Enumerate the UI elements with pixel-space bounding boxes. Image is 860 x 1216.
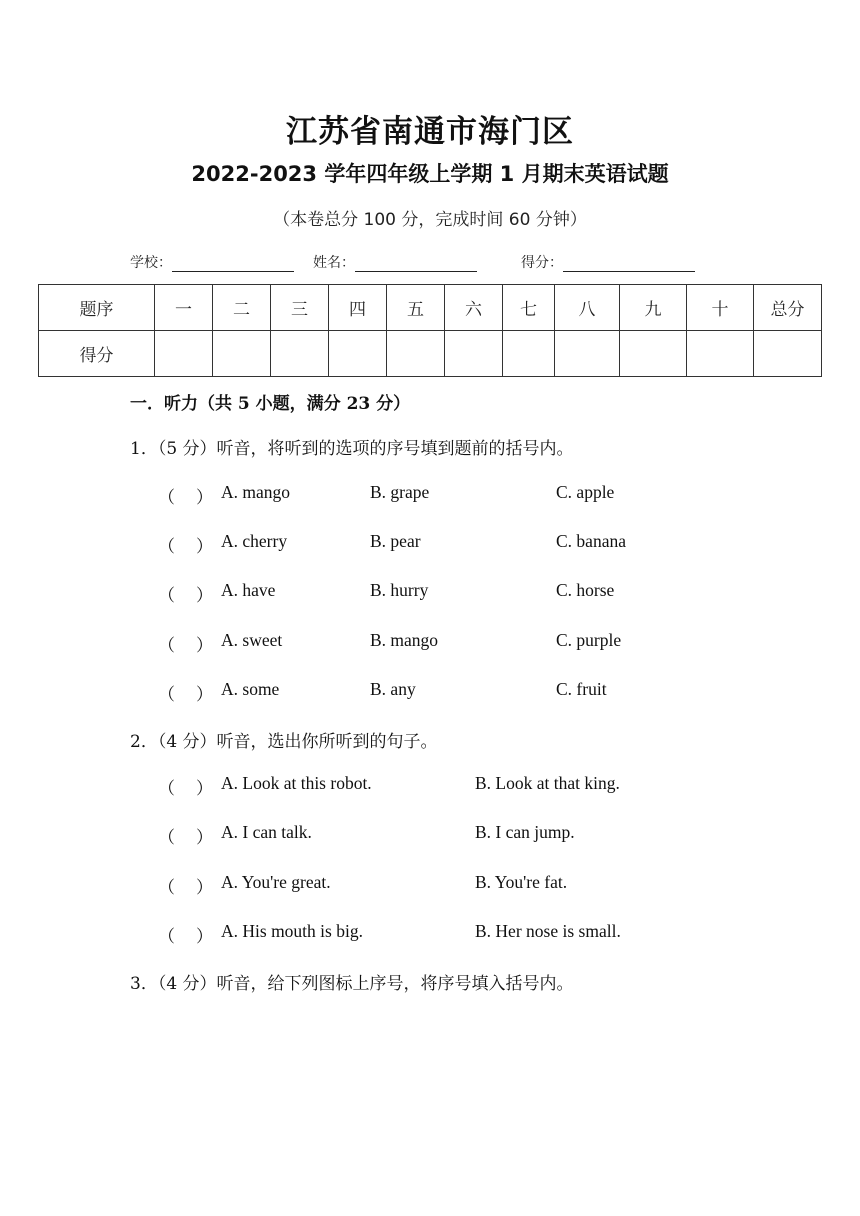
sentence-option-b: B. You're fat. xyxy=(475,872,568,892)
answer-paren-open[interactable]: （ xyxy=(158,636,175,656)
option-c: C. apple xyxy=(556,482,615,502)
score-table-cell: 四 xyxy=(329,285,387,331)
score-input-cell[interactable] xyxy=(503,331,555,377)
score-table-cell: 三 xyxy=(271,285,329,331)
score-table-header-row xyxy=(39,285,822,331)
score-input-cell[interactable] xyxy=(271,331,329,377)
question-3-text: 3．（4 分）听音，给下列图标上序号，将序号填入括号内。 xyxy=(130,974,574,994)
sentence-option-a: A. I can talk. xyxy=(221,822,312,842)
score-table-cell: 八 xyxy=(555,285,620,331)
school-blank[interactable] xyxy=(172,257,294,272)
school-label: 学校： xyxy=(130,255,172,271)
score-label: 得分： xyxy=(521,255,563,271)
score-input-cell[interactable] xyxy=(445,331,503,377)
sentence-option-b: B. Her nose is small. xyxy=(475,921,621,941)
answer-paren-open[interactable]: （ xyxy=(158,878,175,898)
answer-paren-open[interactable]: （ xyxy=(158,828,175,848)
answer-paren-close: ） xyxy=(196,636,213,656)
name-field xyxy=(313,252,477,272)
school-field xyxy=(130,252,294,272)
sentence-option-a: A. Look at this robot. xyxy=(221,773,372,793)
score-table-cell: 七 xyxy=(503,285,555,331)
name-label: 姓名： xyxy=(313,255,355,271)
answer-paren-open[interactable]: （ xyxy=(158,488,175,508)
score-blank[interactable] xyxy=(563,257,695,272)
answer-paren-close: ） xyxy=(196,537,213,557)
score-input-cell[interactable] xyxy=(687,331,754,377)
sentence-option-b: B. Look at that king. xyxy=(475,773,620,793)
score-row-label: 得分 xyxy=(39,331,155,377)
score-table-cell: 一 xyxy=(155,285,213,331)
exam-note: （本卷总分 100 分，完成时间 60 分钟） xyxy=(273,210,587,230)
option-b: B. hurry xyxy=(370,580,429,600)
answer-paren-close: ） xyxy=(196,779,213,799)
score-table-cell: 九 xyxy=(620,285,687,331)
answer-paren-open[interactable]: （ xyxy=(158,779,175,799)
sentence-option-a: A. You're great. xyxy=(221,872,331,892)
option-c: C. banana xyxy=(556,531,626,551)
score-input-cell[interactable] xyxy=(387,331,445,377)
option-a: A. have xyxy=(221,580,276,600)
score-field xyxy=(521,252,695,272)
option-a: A. sweet xyxy=(221,630,283,650)
score-table-score-row xyxy=(39,331,822,377)
question-1-text: 1．（5 分）听音，将听到的选项的序号填到题前的括号内。 xyxy=(130,439,574,459)
score-input-cell[interactable] xyxy=(329,331,387,377)
option-a: A. some xyxy=(221,679,280,699)
answer-paren-open[interactable]: （ xyxy=(158,685,175,705)
answer-paren-close: ） xyxy=(196,586,213,606)
score-table-cell: 题序 xyxy=(39,285,155,331)
document-subtitle: 2022-2023 学年四年级上学期 1 月期末英语试题 xyxy=(191,162,669,186)
option-a: A. cherry xyxy=(221,531,288,551)
score-table-cell: 十 xyxy=(687,285,754,331)
option-c: C. purple xyxy=(556,630,622,650)
score-table-cell: 二 xyxy=(213,285,271,331)
score-table-cell: 五 xyxy=(387,285,445,331)
score-table-cell: 六 xyxy=(445,285,503,331)
answer-paren-close: ） xyxy=(196,927,213,947)
question-2-text: 2．（4 分）听音，选出你所听到的句子。 xyxy=(130,732,438,752)
score-input-cell[interactable] xyxy=(754,331,822,377)
option-b: B. any xyxy=(370,679,416,699)
score-input-cell[interactable] xyxy=(620,331,687,377)
answer-paren-close: ） xyxy=(196,878,213,898)
answer-paren-close: ） xyxy=(196,828,213,848)
answer-paren-open[interactable]: （ xyxy=(158,537,175,557)
score-table xyxy=(38,284,822,377)
section-heading-listening: 一．听力（共 5 小题，满分 23 分） xyxy=(130,394,411,414)
score-input-cell[interactable] xyxy=(213,331,271,377)
sentence-option-a: A. His mouth is big. xyxy=(221,921,363,941)
option-c: C. horse xyxy=(556,580,615,600)
answer-paren-close: ） xyxy=(196,685,213,705)
option-b: B. grape xyxy=(370,482,430,502)
sentence-option-b: B. I can jump. xyxy=(475,822,575,842)
option-b: B. mango xyxy=(370,630,439,650)
option-b: B. pear xyxy=(370,531,421,551)
option-a: A. mango xyxy=(221,482,291,502)
name-blank[interactable] xyxy=(355,257,477,272)
score-table-cell: 总分 xyxy=(754,285,822,331)
document-title: 江苏省南通市海门区 xyxy=(286,114,574,150)
answer-paren-open[interactable]: （ xyxy=(158,586,175,606)
option-c: C. fruit xyxy=(556,679,607,699)
score-input-cell[interactable] xyxy=(555,331,620,377)
answer-paren-open[interactable]: （ xyxy=(158,927,175,947)
score-input-cell[interactable] xyxy=(155,331,213,377)
answer-paren-close: ） xyxy=(196,488,213,508)
